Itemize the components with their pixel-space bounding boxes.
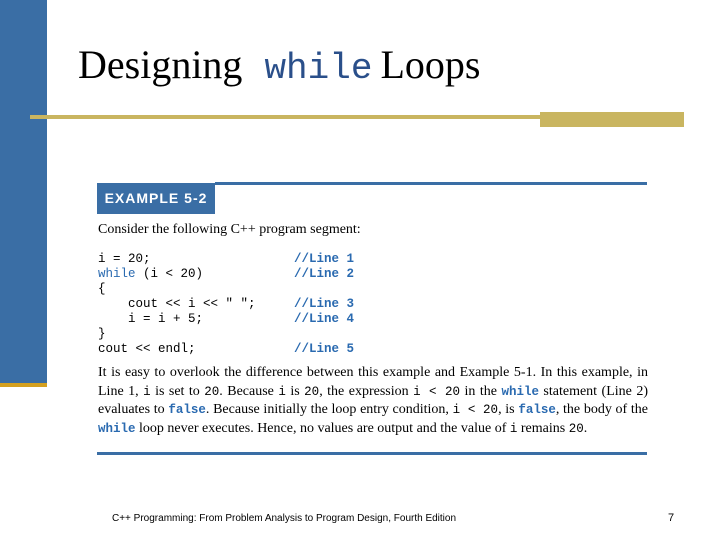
example-label: EXAMPLE 5-2 bbox=[97, 183, 215, 214]
code-text: i = 20; bbox=[98, 252, 151, 266]
code-comment: //Line 2 bbox=[294, 267, 355, 281]
explanation-segment: It is easy to overlook the difference between this example and Example 5-1. In this example, in Line 1, bbox=[98, 365, 648, 399]
explanation-segment: , is bbox=[498, 402, 519, 417]
explanation-segment: is bbox=[285, 383, 305, 399]
slide-footer: C++ Programming: From Problem Analysis to Program Design, Fourth Edition bbox=[112, 513, 457, 524]
code-text: while (i < 20) bbox=[98, 267, 204, 281]
explanation-segment: false bbox=[168, 403, 206, 417]
example-intro: Consider the following C++ program segment: bbox=[98, 222, 361, 237]
code-text: i = i + 5; bbox=[98, 312, 204, 326]
explanation-segment: remains bbox=[517, 420, 569, 436]
title-text-pre: Designing bbox=[78, 42, 243, 87]
explanation-segment: loop never executes. Hence, no values are output and the value of bbox=[135, 420, 510, 436]
explanation-segment: false bbox=[518, 403, 556, 417]
explanation-segment: i < 20 bbox=[413, 384, 461, 399]
example-bottom-rule bbox=[97, 452, 647, 455]
explanation-segment: 20 bbox=[304, 384, 320, 399]
page-number: 7 bbox=[668, 512, 675, 524]
code-comment: //Line 4 bbox=[294, 312, 355, 326]
code-text: cout << endl; bbox=[98, 342, 196, 356]
title-text-post: Loops bbox=[380, 42, 481, 87]
explanation-segment: is set to bbox=[150, 383, 205, 399]
explanation-segment: i bbox=[278, 384, 286, 399]
explanation-segment: , the body of the bbox=[555, 402, 648, 417]
explanation-segment: 20 bbox=[204, 384, 220, 399]
explanation-segment: i bbox=[509, 421, 518, 436]
explanation-segment: , the expression bbox=[319, 383, 414, 399]
code-text: } bbox=[98, 327, 106, 341]
code-comment: //Line 3 bbox=[294, 297, 355, 311]
explanation-segment: . bbox=[583, 420, 588, 436]
code-comment: //Line 1 bbox=[294, 252, 355, 266]
code-text: cout << i << " "; bbox=[98, 297, 256, 311]
left-sidebar-accent bbox=[0, 383, 47, 387]
explanation-segment: in the bbox=[460, 383, 502, 399]
left-sidebar-bar bbox=[0, 0, 47, 383]
explanation-segment: i < 20 bbox=[452, 403, 499, 417]
example-top-rule bbox=[215, 182, 647, 185]
code-text: { bbox=[98, 282, 106, 296]
example-explanation bbox=[98, 364, 648, 438]
slide-title bbox=[78, 40, 480, 94]
explanation-segment: statement (Line 2) evaluates to bbox=[98, 383, 648, 417]
code-comment: //Line 5 bbox=[294, 342, 355, 356]
explanation-segment: while bbox=[501, 384, 539, 399]
explanation-segment: . Because bbox=[219, 383, 279, 399]
title-accent-block bbox=[540, 112, 684, 127]
explanation-segment: i bbox=[143, 384, 151, 399]
explanation-segment: 20 bbox=[568, 421, 584, 436]
explanation-segment: while bbox=[98, 421, 136, 436]
title-code-keyword: while bbox=[264, 48, 373, 89]
explanation-segment: . Because initially the loop entry condition, bbox=[205, 402, 453, 417]
